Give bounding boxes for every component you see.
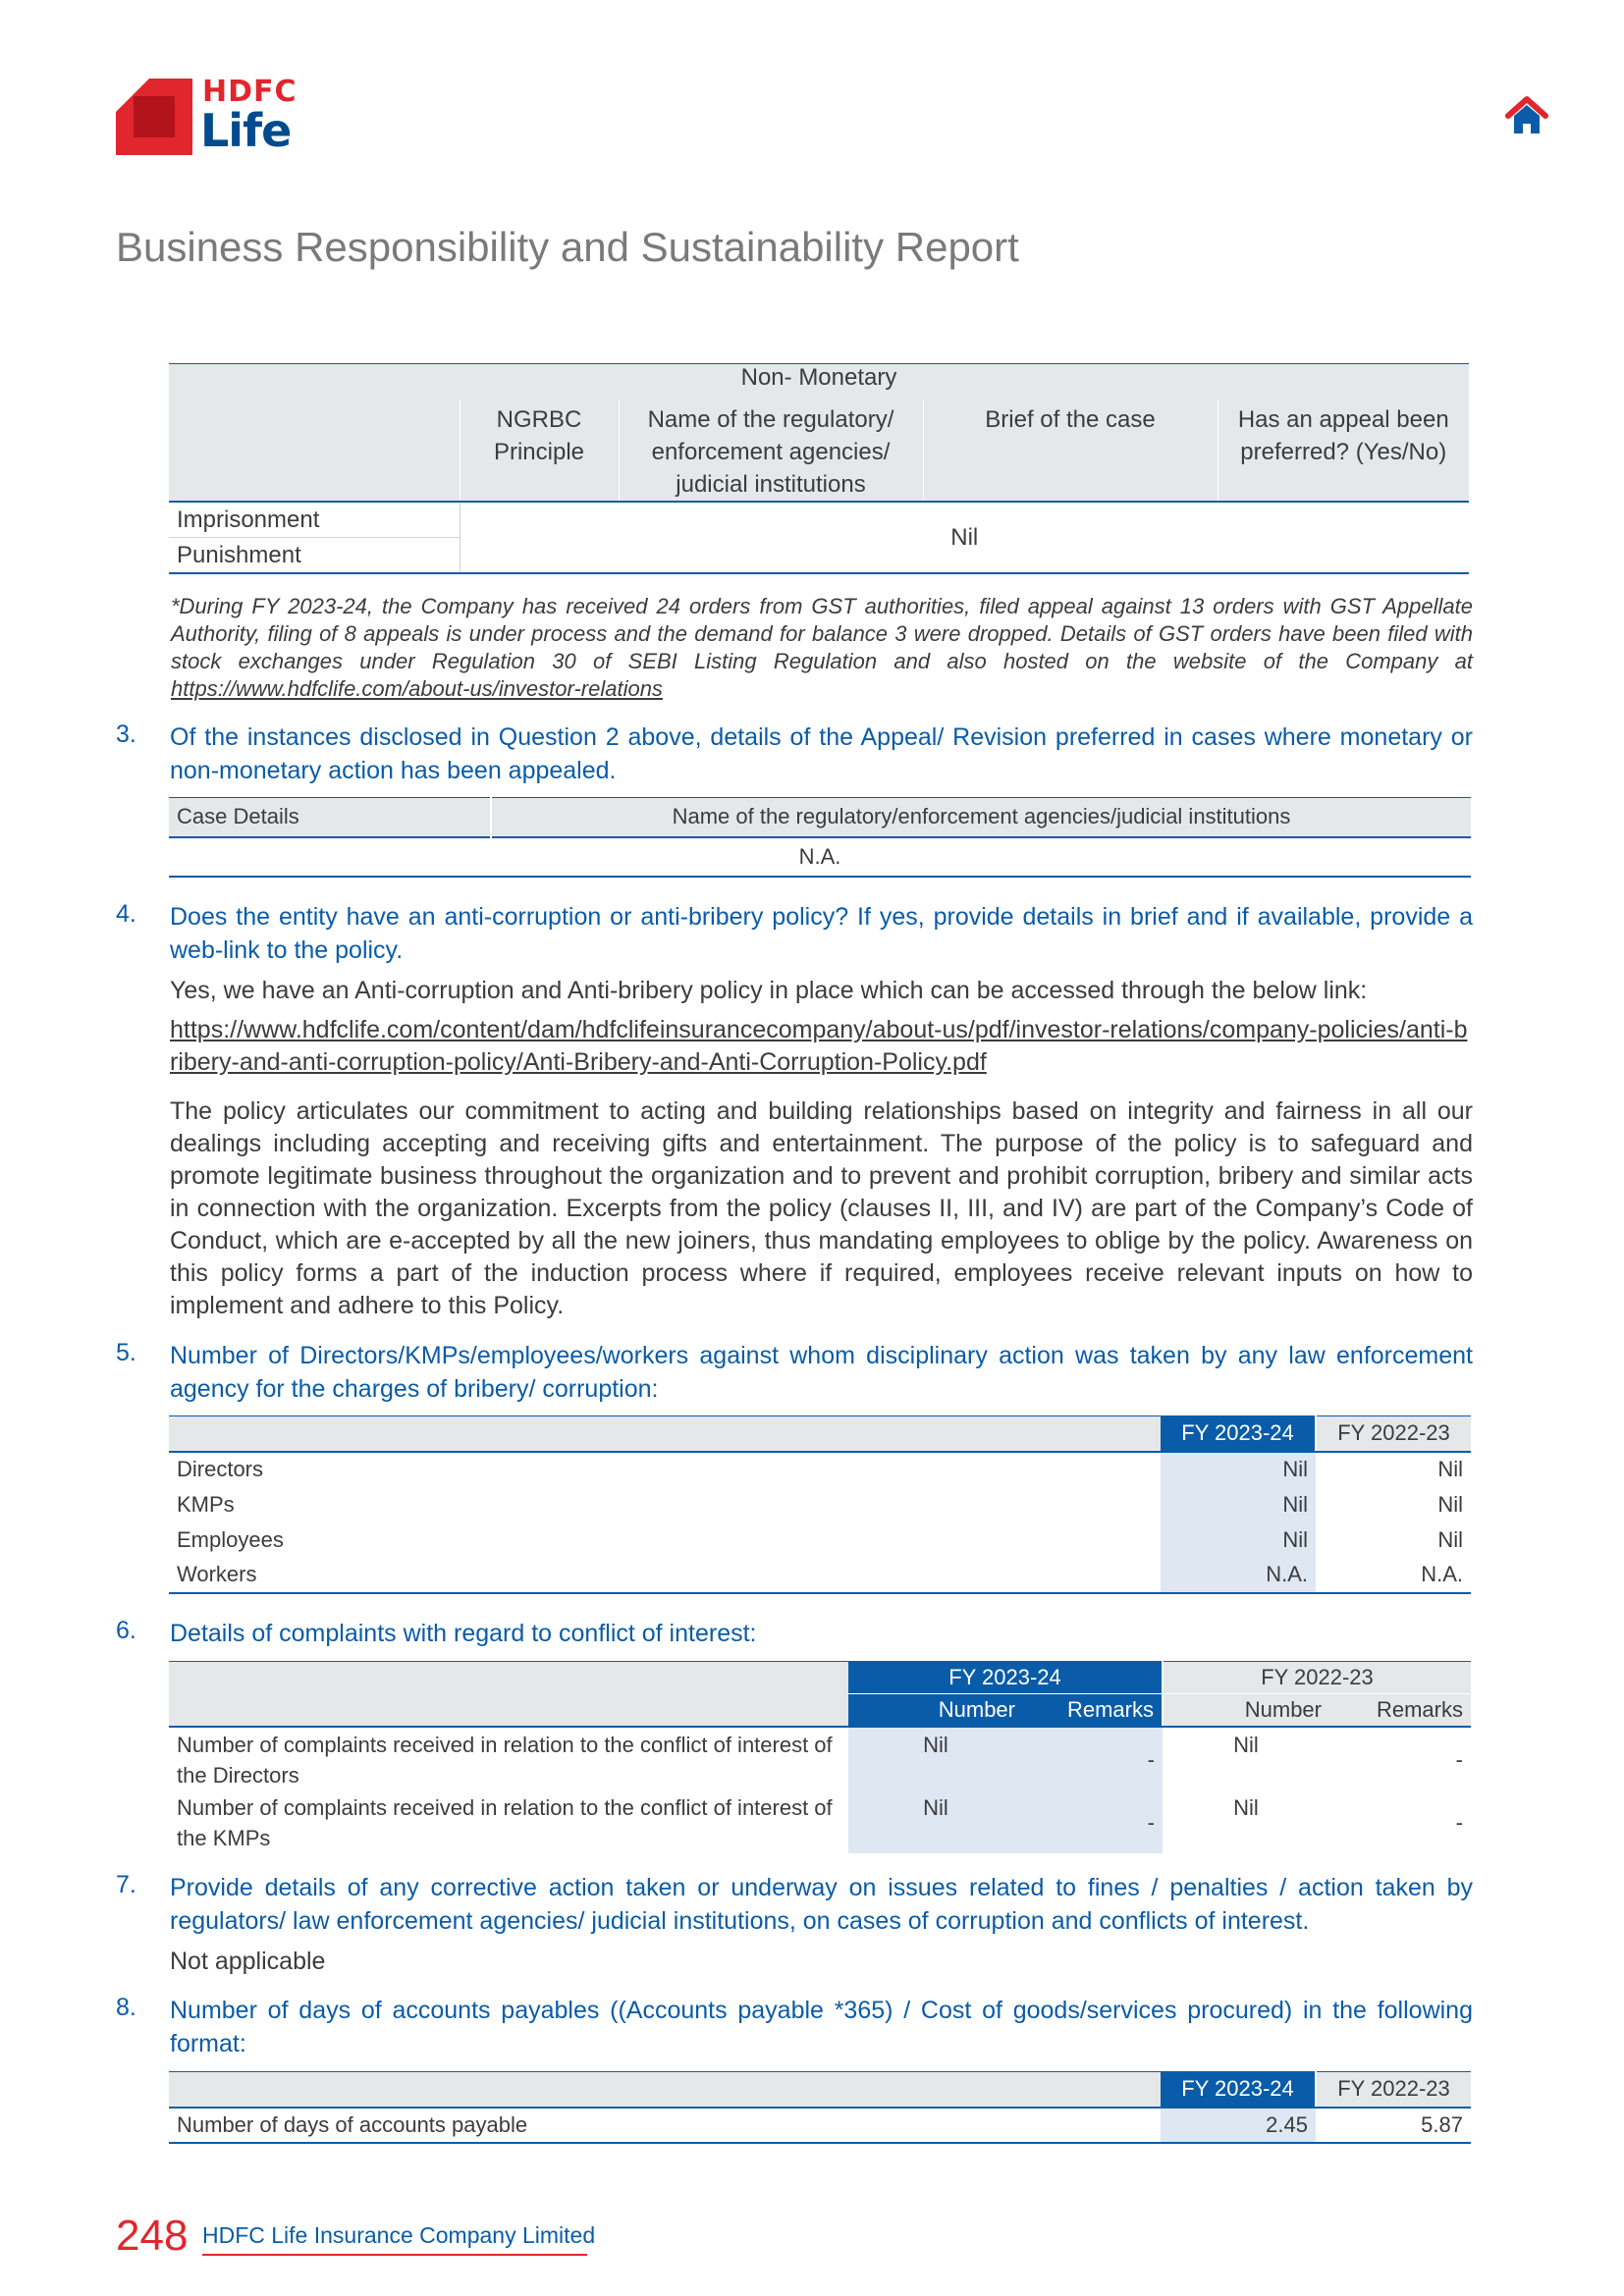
- footer-company-name: HDFC Life Insurance Company Limited: [202, 2222, 596, 2248]
- directors-remarks-fy2023: -: [1455, 1747, 1463, 1772]
- q7-number: 7.: [116, 1871, 136, 1898]
- investor-relations-link[interactable]: https://www.hdfclife.com/about-us/investor-relations: [171, 676, 663, 701]
- policy-link[interactable]: https://www.hdfclife.com/content/dam/hdfclifeinsurancecompany/about-us/pdf/investor-relations/company-policies/anti-bribery-and-anti-corruption-policy/Anti-Bribery-and-Anti-Corruption-Policy.pdf: [170, 1016, 1468, 1076]
- logo-text-life: Life: [200, 104, 292, 157]
- header-fy2023: FY 2022-23: [1163, 1662, 1471, 1694]
- q4-question: Does the entity have an anti-corruption or anti-bribery policy? If yes, provide details in brief and if available, provide a web-link to the policy.: [170, 903, 1473, 964]
- q8-question: Number of days of accounts payables ((Accounts payable *365) / Cost of goods/services procured) in the following format:: [170, 1997, 1473, 2057]
- q5-question: Number of Directors/KMPs/employees/workers against whom disciplinary action was taken by any law enforcement agency for the charges of bribery/ corruption:: [170, 1342, 1473, 1403]
- q4-paragraph: The policy articulates our commitment to acting and building relationships based on integrity and fairness in all our dealings including accepting and receiving gifts and entertainment. The purpose of the policy is to safeguard and promote legitimate business throughout the organization and to prevent and prohibit corruption, bribery and similar acts in connection with the organization. Excerpts from the policy (clauses II, III, and IV) are part of the Company’s Code of Conduct, which are e-accepted by all the new joiners, thus mandating employees to oblige by the policy. Awareness on this policy forms a part of the induction process where if required, employees receive relevant inputs on how to implement and adhere to this Policy.: [170, 1097, 1473, 1319]
- subheader-number-fy2023: Number: [1163, 1694, 1329, 1727]
- q4-policy-link-block: [170, 1014, 1473, 1079]
- gst-note: *During FY 2023-24, the Company has received 24 orders from GST authorities, filed appeal against 13 orders with GST Appellate Authority, filing of 8 appeals is under process and the demand for balance 3 were dropped. Details of GST orders have been filed with stock exchanges under Regulation 30 of SEBI Listing Regulation and also hosted on the website of the Company at https://www.hdfclife.com/about-us/investor-relations: [171, 594, 1473, 701]
- subheader-remarks-fy2024: Remarks: [1023, 1694, 1163, 1727]
- q7-answer: Not applicable: [170, 1948, 326, 1975]
- appeal-table: [169, 797, 1471, 878]
- row-label-directors: Directors: [177, 1457, 264, 1481]
- q5-number: 5.: [116, 1339, 136, 1366]
- conflict-of-interest-table: [169, 1661, 1471, 1853]
- page-number: 248: [116, 2212, 189, 2260]
- q4-number: 4.: [116, 900, 136, 928]
- q3-question: Of the instances disclosed in Question 2 above, details of the Appeal/ Revision preferred in cases where monetary or non-monetary action has been appealed.: [170, 723, 1473, 784]
- disciplinary-action-table: [169, 1415, 1471, 1594]
- home-icon[interactable]: [1504, 94, 1549, 137]
- workers-fy2024: N.A.: [1161, 1558, 1316, 1593]
- subheader-remarks-fy2023: Remarks: [1329, 1694, 1471, 1727]
- row-label-kmps: KMPs: [177, 1491, 235, 1517]
- company-logo: [116, 75, 302, 157]
- accounts-payable-fy2024: 2.45: [1161, 2108, 1316, 2143]
- header-blank: [169, 2072, 1161, 2108]
- row-label-accounts-payable: Number of days of accounts payable: [169, 2108, 1161, 2143]
- q8-number: 8.: [116, 1994, 136, 2021]
- logo-text-hdfc: HDFC: [202, 75, 298, 109]
- q6-number: 6.: [116, 1617, 136, 1644]
- kmps-fy2024: Nil: [1161, 1487, 1316, 1522]
- kmps-remarks-fy2024: -: [1023, 1790, 1163, 1853]
- row-label-directors: Number of complaints received in relation to the conflict of interest of the Directors: [177, 1732, 833, 1788]
- accounts-payable-table: [169, 2071, 1471, 2144]
- header-blank: [169, 1662, 848, 1727]
- accounts-payable-fy2023: 5.87: [1316, 2108, 1471, 2143]
- header-ngrbc: NGRBC Principle: [460, 400, 619, 502]
- row-label-punishment: Punishment: [169, 537, 460, 573]
- header-regulatory: Name of the regulatory/ enforcement agencies/ judicial institutions: [619, 400, 923, 502]
- row-label-kmps: Number of complaints received in relation to the conflict of interest of the KMPs: [177, 1794, 833, 1850]
- logo-mark: [116, 79, 192, 155]
- footer-underline: [202, 2254, 587, 2256]
- subheader-number-fy2024: Number: [848, 1694, 1023, 1727]
- kmps-number-fy2023: Nil: [1233, 1794, 1259, 1820]
- directors-fy2023: Nil: [1437, 1457, 1463, 1481]
- header-fy2024: FY 2023-24: [1161, 1416, 1316, 1452]
- header-blank: [169, 1416, 1161, 1452]
- q3-number: 3.: [116, 721, 136, 748]
- header-appeal: Has an appeal been preferred? (Yes/No): [1218, 400, 1469, 502]
- non-monetary-title: Non- Monetary: [169, 364, 1469, 400]
- header-fy2023: FY 2022-23: [1316, 2072, 1471, 2108]
- directors-fy2024: Nil: [1161, 1452, 1316, 1487]
- q7-question: Provide details of any corrective action taken or underway on issues related to fines / penalties / action taken by regulators/ law enforcement agencies/ judicial institutions, on cases of corruption and conflicts of interest.: [170, 1874, 1473, 1935]
- kmps-remarks-fy2023: -: [1455, 1810, 1463, 1835]
- row-label-imprisonment: Imprisonment: [169, 502, 460, 538]
- non-monetary-table: [169, 363, 1469, 574]
- header-fy2024: FY 2023-24: [848, 1662, 1163, 1694]
- q6-question: Details of complaints with regard to conflict of interest:: [170, 1620, 757, 1647]
- row-label-workers: Workers: [169, 1558, 1161, 1593]
- header-case-details: Case Details: [169, 798, 491, 837]
- report-title: Business Responsibility and Sustainability Report: [116, 224, 1019, 270]
- kmps-fy2023: Nil: [1437, 1491, 1463, 1517]
- employees-fy2023: Nil: [1437, 1526, 1463, 1552]
- directors-number-fy2024: Nil: [848, 1727, 1023, 1790]
- row-label-employees: Employees: [177, 1526, 284, 1552]
- header-fy2024: FY 2023-24: [1161, 2072, 1316, 2108]
- directors-number-fy2023: Nil: [1233, 1732, 1259, 1757]
- kmps-number-fy2024: Nil: [848, 1790, 1023, 1853]
- directors-remarks-fy2024: -: [1023, 1727, 1163, 1790]
- header-fy2023: FY 2022-23: [1316, 1416, 1471, 1452]
- appeal-value: N.A.: [169, 837, 1471, 877]
- header-blank: [169, 400, 460, 502]
- q4-answer: Yes, we have an Anti-corruption and Anti-bribery policy in place which can be accessed through the below link:: [170, 977, 1368, 1004]
- workers-fy2023: N.A.: [1316, 1558, 1471, 1593]
- header-regulatory-agencies: Name of the regulatory/enforcement agencies/judicial institutions: [491, 798, 1471, 837]
- employees-fy2024: Nil: [1161, 1522, 1316, 1558]
- nil-value: Nil: [460, 502, 1469, 573]
- header-brief: Brief of the case: [923, 400, 1218, 502]
